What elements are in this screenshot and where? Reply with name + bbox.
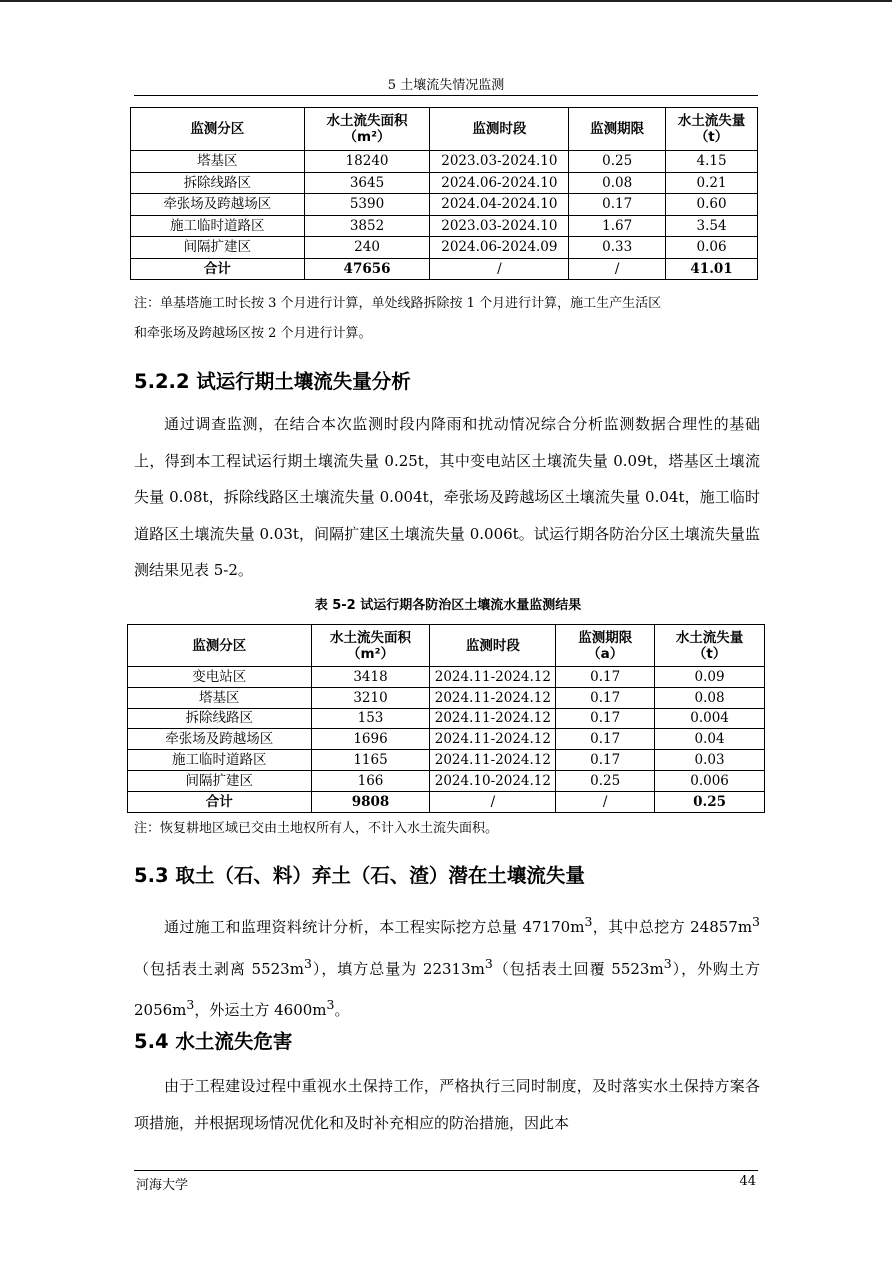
cell-area: 18240	[304, 151, 430, 173]
section-heading-5-3: 5.3 取土（石、料）弃土（石、渣）潜在土壤流失量	[134, 864, 585, 887]
cell-loss: 0.006	[655, 770, 765, 791]
cell-area: 5390	[304, 194, 430, 216]
column-header-duration: 监测期限 （a）	[556, 625, 655, 667]
footer-institution: 河海大学	[136, 1178, 189, 1193]
table-trial-operation	[127, 624, 765, 813]
cell-period: 2024.11-2024.12	[430, 687, 556, 708]
cell-loss: 0.08	[655, 687, 765, 708]
cell-duration: 0.17	[556, 750, 655, 771]
column-header-loss: 水土流失量 （t）	[655, 625, 765, 667]
cell-duration: 0.17	[556, 708, 655, 729]
cell-area: 166	[311, 770, 430, 791]
cell-area: 240	[304, 237, 430, 259]
table-row	[131, 194, 758, 216]
cell-duration: 0.17	[556, 667, 655, 688]
cell-period: 2024.11-2024.12	[430, 750, 556, 771]
cell-total-period: /	[430, 791, 556, 812]
column-header-period: 监测时段	[430, 108, 569, 151]
cell-total-duration: /	[556, 791, 655, 812]
table-row	[131, 237, 758, 259]
table-header-row	[128, 625, 765, 667]
table1-note-line1: 注：单基塔施工时长按 3 个月进行计算，单处线路拆除按 1 个月进行计算，施工生产生活区	[134, 296, 662, 311]
top-border	[0, 0, 892, 2]
cell-period: 2023.03-2024.10	[430, 151, 569, 173]
cell-loss: 0.06	[666, 237, 758, 259]
section-heading-5-2-2: 5.2.2 试运行期土壤流失量分析	[134, 370, 411, 393]
cell-loss: 0.09	[655, 667, 765, 688]
cell-area: 3210	[311, 687, 430, 708]
table-row	[131, 172, 758, 194]
cell-duration: 0.25	[569, 151, 666, 173]
column-header-area: 水土流失面积 （m²）	[304, 108, 430, 151]
table-row	[131, 215, 758, 237]
cell-zone: 施工临时道路区	[131, 215, 305, 237]
table-total-row	[131, 258, 758, 280]
cell-period: 2024.11-2024.12	[430, 729, 556, 750]
running-header: 5 土壤流失情况监测	[387, 78, 505, 93]
cell-zone: 间隔扩建区	[128, 770, 312, 791]
section-5-2-2-paragraph: 通过调查监测，在结合本次监测时段内降雨和扰动情况综合分析监测数据合理性的基础上，得到本工程试运行期土壤流失量 0.25t，其中变电站区土壤流失量 0.09t，塔基区土壤流失量 0.08t，拆除线路区土壤流失量 0.004t，牵张场及跨越场区土壤流失量 0.04t，施工临时道路区土壤流失量 0.03t，间隔扩建区土壤流失量 0.006t。试运行期各防治分区土壤流失量监测结果见表 5-2。	[134, 415, 760, 579]
cell-loss: 3.54	[666, 215, 758, 237]
column-header-duration: 监测期限	[569, 108, 666, 151]
header-rule	[134, 95, 758, 96]
table-total-row	[128, 791, 765, 812]
table-row	[128, 750, 765, 771]
cell-zone: 变电站区	[128, 667, 312, 688]
cell-loss: 4.15	[666, 151, 758, 173]
table-row	[131, 151, 758, 173]
cell-loss: 0.03	[655, 750, 765, 771]
cell-loss: 0.004	[655, 708, 765, 729]
cell-period: 2024.11-2024.12	[430, 667, 556, 688]
cell-area: 1696	[311, 729, 430, 750]
cell-duration: 0.17	[556, 687, 655, 708]
cell-area: 3645	[304, 172, 430, 194]
cell-duration: 0.25	[556, 770, 655, 791]
section-heading-5-4: 5.4 水土流失危害	[134, 1030, 293, 1053]
cell-total-area: 9808	[311, 791, 430, 812]
table-header-row	[131, 108, 758, 151]
cell-period: 2024.11-2024.12	[430, 708, 556, 729]
cell-zone: 塔基区	[128, 687, 312, 708]
cell-total-label: 合计	[131, 258, 305, 280]
table-row	[128, 770, 765, 791]
cell-duration: 0.33	[569, 237, 666, 259]
column-header-zone: 监测分区	[131, 108, 305, 151]
cell-loss: 0.04	[655, 729, 765, 750]
cell-area: 153	[311, 708, 430, 729]
table-row	[128, 729, 765, 750]
table-row	[128, 667, 765, 688]
cell-period: 2024.06-2024.09	[430, 237, 569, 259]
cell-duration: 0.17	[569, 194, 666, 216]
footer-rule	[134, 1170, 758, 1171]
cell-period: 2024.10-2024.12	[430, 770, 556, 791]
cell-total-label: 合计	[128, 791, 312, 812]
column-header-area: 水土流失面积 （m²）	[311, 625, 430, 667]
table2-caption: 表 5-2 试运行期各防治区土壤流水量监测结果	[314, 598, 582, 613]
cell-total-duration: /	[569, 258, 666, 280]
cell-duration: 1.67	[569, 215, 666, 237]
table-construction-period	[130, 107, 758, 280]
page-number: 44	[739, 1174, 756, 1189]
cell-period: 2024.06-2024.10	[430, 172, 569, 194]
cell-period: 2023.03-2024.10	[430, 215, 569, 237]
cell-zone: 施工临时道路区	[128, 750, 312, 771]
cell-zone: 牵张场及跨越场区	[128, 729, 312, 750]
cell-total-loss: 41.01	[666, 258, 758, 280]
column-header-loss: 水土流失量 （t）	[666, 108, 758, 151]
cell-area: 3418	[311, 667, 430, 688]
cell-duration: 0.17	[556, 729, 655, 750]
cell-loss: 0.21	[666, 172, 758, 194]
table-row	[128, 708, 765, 729]
cell-area: 3852	[304, 215, 430, 237]
cell-zone: 拆除线路区	[131, 172, 305, 194]
column-header-zone: 监测分区	[128, 625, 312, 667]
cell-total-loss: 0.25	[655, 791, 765, 812]
table1-note-line2: 和牵张场及跨越场区按 2 个月进行计算。	[134, 326, 372, 341]
cell-zone: 塔基区	[131, 151, 305, 173]
table2-note: 注：恢复耕地区域已交由土地权所有人，不计入水土流失面积。	[134, 821, 499, 836]
cell-zone: 牵张场及跨越场区	[131, 194, 305, 216]
cell-duration: 0.08	[569, 172, 666, 194]
cell-loss: 0.60	[666, 194, 758, 216]
section-5-3-paragraph: 通过施工和监理资料统计分析，本工程实际挖方总量 $47170m^3$，其中总挖方 $24857m^3$（包括表土剥离 $5523m^3$），填方总量为 $22313m^3$（包括表土回覆 $5523m^3$），外购土方 $2056m^3$，外运土方 $4600m^3$。	[134, 914, 760, 1019]
section-5-4-paragraph: 由于工程建设过程中重视水土保持工作，严格执行三同时制度，及时落实水土保持方案各项措施，并根据现场情况优化和及时补充相应的防治措施，因此本	[134, 1077, 760, 1132]
cell-total-period: /	[430, 258, 569, 280]
cell-zone: 间隔扩建区	[131, 237, 305, 259]
cell-area: 1165	[311, 750, 430, 771]
cell-total-area: 47656	[304, 258, 430, 280]
column-header-period: 监测时段	[430, 625, 556, 667]
table-row	[128, 687, 765, 708]
cell-period: 2024.04-2024.10	[430, 194, 569, 216]
cell-zone: 拆除线路区	[128, 708, 312, 729]
